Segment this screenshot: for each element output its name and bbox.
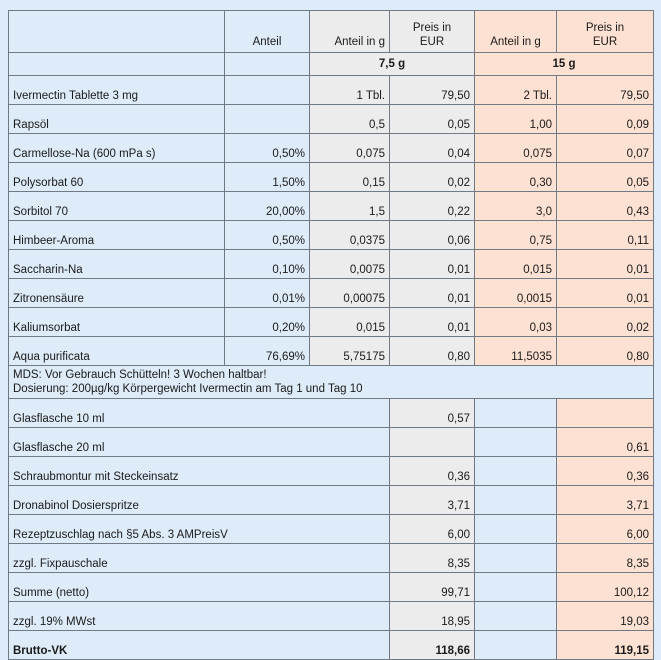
ingredient-preis-15: 0,02	[557, 308, 654, 337]
cost-empty-cell	[475, 515, 557, 544]
note-row	[9, 366, 654, 399]
ingredient-anteil-g-15: 1,00	[475, 105, 557, 134]
ingredient-preis-7-5: 0,80	[390, 337, 475, 366]
ingredient-anteil-g-15: 0,30	[475, 163, 557, 192]
note-line-2: Dosierung: 200µg/kg Körpergewicht Ivermectin am Tag 1 und Tag 10	[13, 383, 363, 395]
header-row	[9, 11, 654, 53]
ingredient-anteil-g-7-5: 0,075	[310, 134, 390, 163]
cost-row	[9, 602, 654, 631]
ingredient-anteil-g-15: 0,75	[475, 221, 557, 250]
ingredient-anteil: 20,00%	[225, 192, 310, 221]
ingredient-anteil: 76,69%	[225, 337, 310, 366]
cost-row	[9, 515, 654, 544]
ingredient-anteil-g-7-5: 1 Tbl.	[310, 76, 390, 105]
cost-name: Glasflasche 20 ml	[9, 428, 390, 457]
ingredient-preis-7-5: 0,02	[390, 163, 475, 192]
ingredient-anteil-g-15: 0,075	[475, 134, 557, 163]
total-empty-cell	[475, 631, 557, 660]
ingredient-name: Saccharin-Na	[9, 250, 225, 279]
cost-row	[9, 428, 654, 457]
cost-empty-cell	[475, 457, 557, 486]
cost-preis-15	[557, 399, 654, 428]
dose-7-5g: 7,5 g	[310, 53, 475, 76]
cost-preis-7-5: 0,57	[390, 399, 475, 428]
ingredient-name: Aqua purificata	[9, 337, 225, 366]
ingredient-name: Kaliumsorbat	[9, 308, 225, 337]
ingredient-anteil-g-15: 0,0015	[475, 279, 557, 308]
ingredient-anteil-g-7-5: 0,015	[310, 308, 390, 337]
cost-row	[9, 457, 654, 486]
cost-name: Rezeptzuschlag nach §5 Abs. 3 AMPreisV	[9, 515, 390, 544]
cost-row	[9, 544, 654, 573]
ingredient-preis-7-5: 0,04	[390, 134, 475, 163]
ingredient-anteil: 1,50%	[225, 163, 310, 192]
ingredient-preis-7-5: 0,22	[390, 192, 475, 221]
header-anteil: Anteil	[225, 11, 310, 53]
header-anteil-g-15: Anteil in g	[475, 11, 557, 53]
cost-empty-cell	[475, 399, 557, 428]
ingredient-row	[9, 337, 654, 366]
cost-preis-7-5	[390, 428, 475, 457]
ingredient-anteil-g-15: 0,015	[475, 250, 557, 279]
ingredient-name: Sorbitol 70	[9, 192, 225, 221]
note-line-1: MDS: Vor Gebrauch Schütteln! 3 Wochen haltbar!	[13, 369, 267, 381]
cost-name: Schraubmontur mit Steckeinsatz	[9, 457, 390, 486]
dose-row	[9, 53, 654, 76]
ingredient-anteil	[225, 105, 310, 134]
ingredient-row	[9, 76, 654, 105]
cost-preis-15: 3,71	[557, 486, 654, 515]
ingredient-preis-15: 0,01	[557, 279, 654, 308]
cost-preis-7-5: 8,35	[390, 544, 475, 573]
cost-preis-7-5: 6,00	[390, 515, 475, 544]
ingredient-name: Himbeer-Aroma	[9, 221, 225, 250]
price-table-container	[8, 10, 654, 660]
dose-empty-cell	[225, 53, 310, 76]
ingredient-preis-15: 0,07	[557, 134, 654, 163]
cost-name: zzgl. 19% MWst	[9, 602, 390, 631]
total-price-15: 119,15	[557, 631, 654, 660]
ingredient-preis-7-5: 0,01	[390, 308, 475, 337]
ingredient-row	[9, 192, 654, 221]
ingredient-preis-7-5: 0,05	[390, 105, 475, 134]
cost-preis-7-5: 99,71	[390, 573, 475, 602]
cost-empty-cell	[475, 602, 557, 631]
cost-row	[9, 486, 654, 515]
ingredient-anteil-g-15: 2 Tbl.	[475, 76, 557, 105]
total-label: Brutto-VK	[9, 631, 390, 660]
ingredients-body	[9, 76, 654, 366]
price-calculation-table	[8, 10, 654, 660]
ingredient-anteil-g-7-5: 0,0075	[310, 250, 390, 279]
ingredient-name: Rapsöl	[9, 105, 225, 134]
ingredient-preis-7-5: 79,50	[390, 76, 475, 105]
header-anteil-g-7-5: Anteil in g	[310, 11, 390, 53]
header-preis-7-5-line1: Preis in	[412, 22, 452, 34]
cost-preis-15: 0,36	[557, 457, 654, 486]
ingredient-preis-7-5: 0,01	[390, 279, 475, 308]
cost-empty-cell	[475, 544, 557, 573]
ingredient-row	[9, 308, 654, 337]
ingredient-preis-15: 0,01	[557, 250, 654, 279]
cost-name: Glasflasche 10 ml	[9, 399, 390, 428]
header-preis-15-line2: EUR	[592, 36, 618, 48]
ingredient-row	[9, 279, 654, 308]
header-preis-7-5-line2: EUR	[419, 36, 445, 48]
ingredient-anteil: 0,10%	[225, 250, 310, 279]
cost-row	[9, 573, 654, 602]
ingredient-preis-15: 79,50	[557, 76, 654, 105]
cost-preis-7-5: 0,36	[390, 457, 475, 486]
cost-preis-15: 19,03	[557, 602, 654, 631]
ingredient-preis-15: 0,09	[557, 105, 654, 134]
cost-name: Summe (netto)	[9, 573, 390, 602]
ingredient-anteil-g-7-5: 5,75175	[310, 337, 390, 366]
ingredient-anteil-g-15: 11,5035	[475, 337, 557, 366]
ingredient-preis-7-5: 0,06	[390, 221, 475, 250]
ingredient-row	[9, 105, 654, 134]
cost-empty-cell	[475, 428, 557, 457]
costs-body	[9, 399, 654, 631]
cost-preis-7-5: 3,71	[390, 486, 475, 515]
header-preis-7-5	[390, 11, 475, 53]
ingredient-name: Polysorbat 60	[9, 163, 225, 192]
ingredient-name: Ivermectin Tablette 3 mg	[9, 76, 225, 105]
cost-preis-7-5: 18,95	[390, 602, 475, 631]
ingredient-preis-15: 0,43	[557, 192, 654, 221]
ingredient-anteil: 0,01%	[225, 279, 310, 308]
ingredient-row	[9, 221, 654, 250]
ingredient-row	[9, 163, 654, 192]
ingredient-anteil-g-7-5: 0,15	[310, 163, 390, 192]
ingredient-preis-15: 0,05	[557, 163, 654, 192]
ingredient-row	[9, 134, 654, 163]
cost-preis-15: 6,00	[557, 515, 654, 544]
cost-preis-15: 8,35	[557, 544, 654, 573]
ingredient-preis-15: 0,80	[557, 337, 654, 366]
ingredient-anteil: 0,50%	[225, 134, 310, 163]
ingredient-anteil	[225, 76, 310, 105]
header-empty-cell	[9, 11, 225, 53]
cost-empty-cell	[475, 573, 557, 602]
cost-name: Dronabinol Dosierspritze	[9, 486, 390, 515]
cost-row	[9, 399, 654, 428]
ingredient-anteil: 0,20%	[225, 308, 310, 337]
total-row	[9, 631, 654, 660]
total-price-7-5: 118,66	[390, 631, 475, 660]
usage-note	[9, 366, 654, 399]
dose-15g: 15 g	[475, 53, 654, 76]
header-preis-15	[557, 11, 654, 53]
header-preis-15-line1: Preis in	[585, 22, 625, 34]
dose-empty-cell	[9, 53, 225, 76]
ingredient-anteil-g-7-5: 0,00075	[310, 279, 390, 308]
ingredient-name: Zitronensäure	[9, 279, 225, 308]
ingredient-preis-15: 0,11	[557, 221, 654, 250]
cost-preis-15: 0,61	[557, 428, 654, 457]
ingredient-name: Carmellose-Na (600 mPa s)	[9, 134, 225, 163]
ingredient-preis-7-5: 0,01	[390, 250, 475, 279]
cost-name: zzgl. Fixpauschale	[9, 544, 390, 573]
cost-preis-15: 100,12	[557, 573, 654, 602]
ingredient-row	[9, 250, 654, 279]
ingredient-anteil-g-15: 0,03	[475, 308, 557, 337]
ingredient-anteil-g-7-5: 0,0375	[310, 221, 390, 250]
ingredient-anteil: 0,50%	[225, 221, 310, 250]
ingredient-anteil-g-15: 3,0	[475, 192, 557, 221]
cost-empty-cell	[475, 486, 557, 515]
ingredient-anteil-g-7-5: 1,5	[310, 192, 390, 221]
ingredient-anteil-g-7-5: 0,5	[310, 105, 390, 134]
